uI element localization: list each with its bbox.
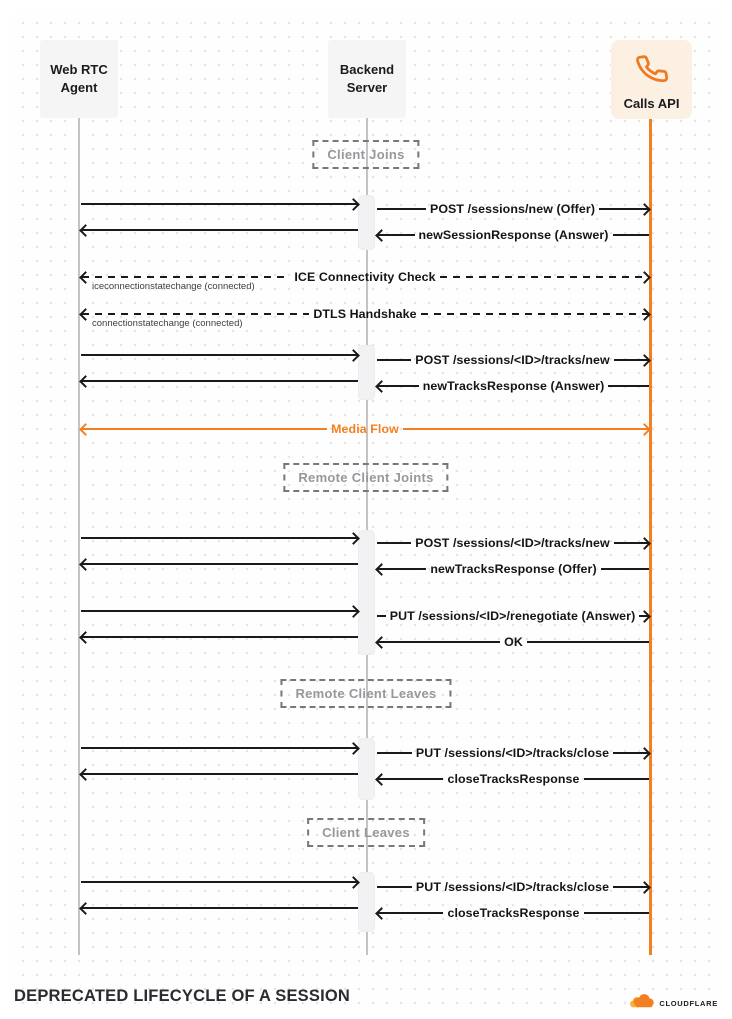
span-label: DTLS Handshake [313,307,417,321]
span-label: ICE Connectivity Check [294,270,436,284]
activation-bar [358,738,375,800]
section-label: Client Leaves [322,825,410,840]
section-label: Remote Client Joints [298,470,434,485]
phone-icon [636,53,668,90]
arrow-api-to-backend [377,773,649,785]
arrow-backend-to-api [377,747,649,759]
arrow-agent-to-backend [81,742,358,754]
arrow-backend-to-agent [81,558,358,570]
arrow-backend-to-agent [81,768,358,780]
actor-label: Calls API [623,95,680,111]
section-client-leaves [307,818,425,847]
message-label: POST /sessions/<ID>/tracks/new [415,353,610,367]
ice-state-note: iceconnectionstatechange (connected) [92,281,255,292]
actor-webrtc-agent [40,40,118,118]
arrow-agent-to-backend [81,605,358,617]
section-label: Client Joins [327,147,405,162]
message-label: POST /sessions/<ID>/tracks/new [415,536,610,550]
arrow-media-flow [81,423,649,435]
cloudflare-logo [628,992,718,1014]
cloudflare-cloud-icon [628,992,655,1014]
message-label: newTracksResponse (Answer) [422,379,605,393]
arrow-agent-to-backend [81,532,358,544]
lifeline-webrtc-agent [78,118,80,955]
arrow-backend-to-agent [81,224,358,236]
actor-label: Web RTC [50,62,108,78]
actor-label: Backend [339,62,395,78]
span-label: Media Flow [331,422,399,436]
activation-bar [358,872,375,932]
actor-calls-api [611,40,692,119]
cloudflare-wordmark: CLOUDFLARE [659,998,718,1008]
arrow-backend-to-api [377,354,649,366]
actor-label: Server [346,80,388,95]
arrow-api-to-backend [377,229,649,241]
arrow-api-to-backend [377,636,649,648]
message-label: closeTracksResponse [447,772,580,786]
arrow-api-to-backend [377,563,649,575]
arrow-backend-to-api [377,610,649,622]
message-label: POST /sessions/new (Offer) [429,202,596,216]
message-label: PUT /sessions/<ID>/tracks/close [415,880,610,894]
activation-bar [358,195,375,250]
arrow-backend-to-api [377,881,649,893]
message-label: PUT /sessions/<ID>/renegotiate (Answer) [389,609,636,623]
dtls-state-note: connectionstatechange (connected) [92,318,243,329]
arrow-backend-to-api [377,537,649,549]
arrow-api-to-backend [377,380,649,392]
section-client-joins [312,140,419,169]
arrow-api-to-backend [377,907,649,919]
section-remote-client-leaves [280,679,451,708]
message-label: OK [504,635,523,649]
lifeline-calls-api [649,119,652,955]
arrow-backend-to-api [377,203,649,215]
activation-bar [358,530,375,655]
actor-backend-server [328,40,406,118]
arrow-agent-to-backend [81,349,358,361]
page-title: DEPRECATED LIFECYCLE OF A SESSION [14,987,351,1005]
section-label: Remote Client Leaves [295,686,437,701]
message-label: PUT /sessions/<ID>/tracks/close [415,746,610,760]
arrow-backend-to-agent [81,902,358,914]
arrow-agent-to-backend [81,198,358,210]
section-remote-client-joins [283,463,448,492]
message-label: newTracksResponse (Offer) [430,562,597,576]
arrow-backend-to-agent [81,375,358,387]
actor-label: Agent [60,80,98,95]
arrow-agent-to-backend [81,876,358,888]
message-label: newSessionResponse (Answer) [418,228,609,242]
message-label: closeTracksResponse [447,906,580,920]
activation-bar [358,345,375,400]
arrow-backend-to-agent [81,631,358,643]
